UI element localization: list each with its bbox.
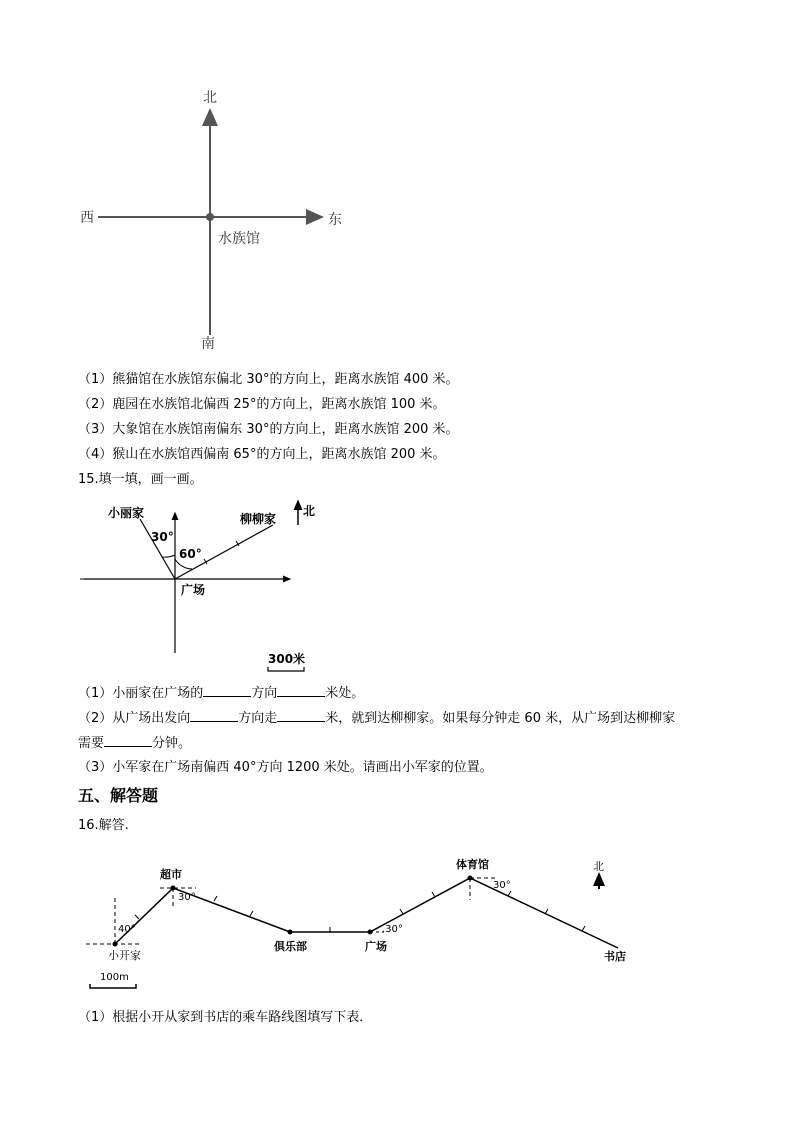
q14-item-3: （3）大象馆在水族馆南偏东 30°的方向上，距离水族馆 200 米。 (78, 422, 459, 437)
angle-30-label: 30° (151, 530, 174, 544)
blank-5[interactable] (104, 734, 152, 747)
west-label: 西 (80, 210, 94, 226)
angle-30-label-2: .30° (382, 924, 403, 935)
bookstore-label: 书店 (604, 950, 626, 963)
plaza-label: 广场 (181, 583, 206, 597)
section-heading: 五、解答题 (78, 786, 159, 805)
blank-2[interactable] (277, 684, 325, 697)
liuliu-label: 柳柳家 (240, 512, 277, 526)
ray-xiaoli (140, 519, 175, 579)
angle-30-label-3: 30° (493, 880, 511, 891)
scale-label: 300米 (268, 652, 306, 666)
center-label: 水族馆 (218, 231, 260, 247)
q15-question-2: （2）从广场出发向 方向走 米，就到达柳柳家。如果每分钟走 60 米，从广场到达柳柳家 (78, 711, 676, 726)
q15-question-3: （3）小军家在广场南偏西 40°方向 1200 米处。请画出小军家的位置。 (78, 760, 493, 775)
north-label: 北 (203, 90, 217, 106)
q15-title: 15.填一填，画一画。 (78, 472, 203, 487)
club-label: 俱乐部 (274, 940, 307, 953)
xiaoli-label: 小丽家 (108, 506, 145, 520)
south-label: 南 (201, 336, 215, 352)
angle-30-label-1: 30° (178, 892, 196, 903)
q14-item-2: （2）鹿园在水族馆北偏西 25°的方向上，距离水族馆 100 米。 (78, 397, 446, 412)
q15-question-2b: 需要 分钟。 (78, 736, 192, 751)
q14-item-1: （1）熊猫馆在水族馆东偏北 30°的方向上，距离水族馆 400 米。 (78, 372, 459, 387)
q15-question-1: （1）小丽家在广场的 方向 米处。 (78, 686, 365, 701)
gym-label: 体育馆 (456, 858, 489, 871)
q16-question-1: （1）根据小开从家到书店的乘车路线图填写下表． (78, 1010, 373, 1025)
blank-4[interactable] (277, 709, 325, 722)
angle-40-label: 40° (118, 924, 136, 935)
blank-1[interactable] (203, 684, 251, 697)
home-label: 小开家 (108, 949, 141, 962)
compass-figure (70, 80, 360, 360)
route-figure (78, 852, 658, 992)
plaza-label-2: 广场 (365, 940, 387, 953)
supermarket-label: 超市 (160, 868, 182, 881)
q16-title: 16.解答. (78, 818, 129, 833)
center-point (206, 213, 214, 221)
east-label: 东 (328, 212, 342, 228)
q15-north-label: 北 (303, 504, 316, 518)
angle-60-label: 60° (179, 547, 202, 561)
blank-3[interactable] (190, 709, 238, 722)
q15-figure (78, 495, 338, 675)
route-north-label: 北 (593, 860, 604, 873)
q14-item-4: （4）猴山在水族馆西偏南 65°的方向上，距离水族馆 200 米。 (78, 447, 446, 462)
route-scale-label: 100m (100, 972, 129, 983)
